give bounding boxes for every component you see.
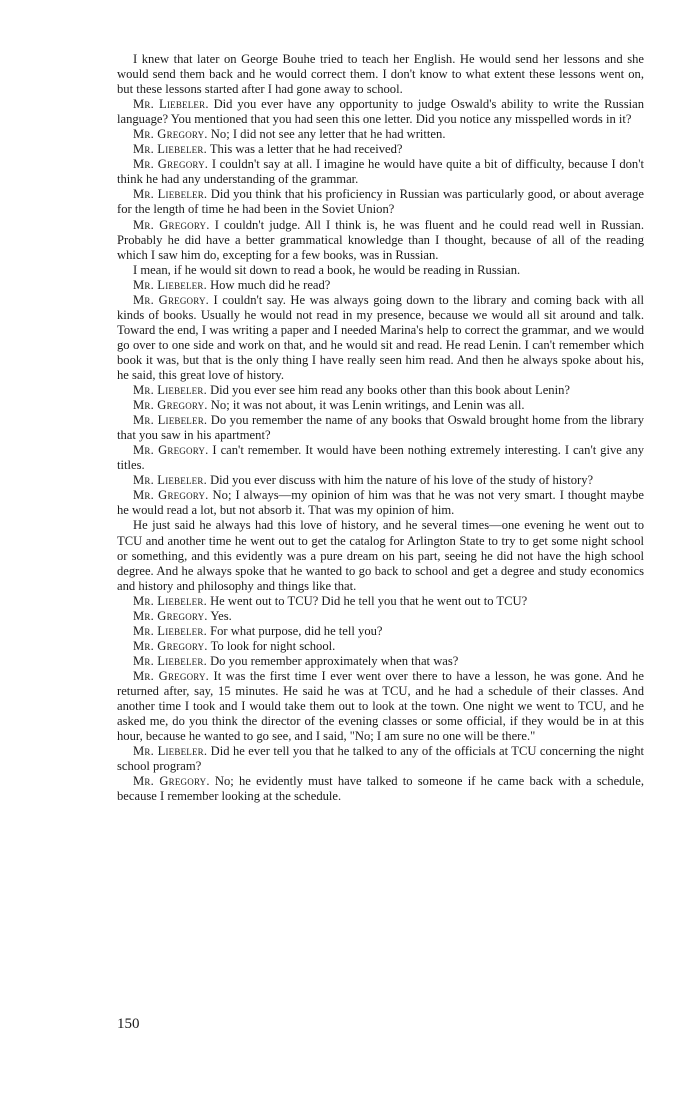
- paragraph: [117, 744, 644, 774]
- paragraph: [117, 187, 644, 217]
- speaker-name: Mr. Gregory.: [133, 443, 209, 458]
- paragraph: [117, 383, 644, 398]
- paragraph: [117, 398, 644, 413]
- paragraph: [117, 488, 644, 518]
- paragraph-text: No; I did not see any letter that he had written.: [207, 127, 446, 142]
- paragraph-text: I couldn't judge. All I think is, he was fluent and he could read well in Russian. Probably he did have a better grammatical knowledge than I thought, because of all of the reading which I saw him do, excepting for a few books, was in Russian.: [117, 217, 645, 262]
- paragraph: [117, 293, 644, 383]
- paragraph: [117, 774, 644, 804]
- speaker-name: Mr. Gregory.: [133, 217, 210, 232]
- paragraph-text: Did you ever discuss with him the nature of his love of the study of history?: [206, 473, 594, 488]
- speaker-name: Mr. Liebeler.: [133, 744, 208, 759]
- paragraph-text: I can't remember. It would have been nothing extremely interesting. I can't give any titles.: [117, 443, 644, 473]
- page-number: 150: [117, 1016, 140, 1032]
- paragraph-text: Did you ever have any opportunity to judge Oswald's ability to write the Russian language? You mentioned that you had seen this one letter. Did you notice any misspelled words in it?: [117, 97, 644, 127]
- paragraph: [117, 624, 644, 639]
- paragraph-text: I knew that later on George Bouhe tried to teach her English. He would send her lessons and she would send them back and he would correct them. I don't know to what extent these lessons went on, but these lessons started after I had gone away to school.: [117, 52, 644, 97]
- paragraph: [117, 639, 644, 654]
- speaker-name: Mr. Liebeler.: [133, 142, 207, 157]
- paragraph-text: It was the first time I ever went over there to have a lesson, he was gone. And he returned after, say, 15 minutes. He said he was at TCU, and he had a schedule of their classes. And another time I took and I would take them out to look at the town. One night we went to TCU, and he asked me, do you think the director of the evening classes or some official, if they would be in at this hour, because he wanted to go see, and I said, "No; I am sure no one will be there.": [117, 668, 644, 744]
- speaker-name: Mr. Gregory.: [133, 488, 209, 503]
- speaker-name: Mr. Gregory.: [133, 157, 209, 172]
- paragraph: [117, 443, 644, 473]
- speaker-name: Mr. Gregory.: [133, 774, 210, 789]
- paragraph-text: Did you think that his proficiency in Russian was particularly good, or about average for the length of time he had been in the Soviet Union?: [117, 187, 644, 217]
- paragraph: [117, 654, 644, 669]
- speaker-name: Mr. Gregory.: [133, 127, 208, 142]
- speaker-name: Mr. Liebeler.: [133, 383, 207, 398]
- page-body: [117, 52, 644, 804]
- speaker-name: Mr. Gregory.: [133, 668, 210, 683]
- paragraph-text: How much did he read?: [206, 277, 331, 292]
- speaker-name: Mr. Liebeler.: [133, 653, 207, 668]
- paragraph: [117, 473, 644, 488]
- paragraph: [117, 127, 644, 142]
- speaker-name: Mr. Liebeler.: [133, 593, 207, 608]
- paragraph: [117, 263, 644, 278]
- paragraph: [117, 594, 644, 609]
- paragraph: [117, 609, 644, 624]
- speaker-name: Mr. Liebeler.: [133, 187, 208, 202]
- paragraph-text: Yes.: [207, 608, 232, 623]
- speaker-name: Mr. Liebeler.: [133, 473, 207, 488]
- paragraph-text: Do you remember approximately when that was?: [206, 653, 459, 668]
- paragraph-text: To look for night school.: [207, 638, 336, 653]
- paragraph-text: Do you remember the name of any books that Oswald brought home from the library that you saw in his apartment?: [117, 413, 644, 443]
- speaker-name: Mr. Liebeler.: [133, 623, 207, 638]
- paragraph-text: No; I always—my opinion of him was that he was not very smart. I thought maybe he would read a lot, but not absorb it. That was my opinion of him.: [117, 488, 644, 518]
- paragraph-text: I mean, if he would sit down to read a book, he would be reading in Russian.: [133, 262, 521, 277]
- paragraph-text: No; it was not about, it was Lenin writings, and Lenin was all.: [207, 398, 525, 413]
- speaker-name: Mr. Gregory.: [133, 398, 208, 413]
- paragraph: [117, 518, 644, 593]
- paragraph-text: He just said he always had this love of history, and he several times—one evening he went out to TCU and another time he went out to get the catalog for Arlington State to try to get some night school or something, and this evidently was a pure dream on his part, seeing he did not have the high school degree. And he always spoke that he wanted to go back to school and get a degree and study economics and history and philosophy and things like that.: [117, 518, 644, 593]
- speaker-name: Mr. Gregory.: [133, 638, 208, 653]
- paragraph: [117, 157, 644, 187]
- paragraph-text: I couldn't say. He was always going down to the library and coming back with all kinds of books. Usually he would not read in my presence, because we would all sit around and talk. Toward the end, I was writing a paper and I needed Marina's help to correct the grammar, and we would go over to one side and work on that, and he would sit and read. He read Lenin. I can't remember which book it was, but that is the only thing I have really seen him read. And then he always spoke about his, he said, this great love of history.: [117, 292, 644, 382]
- paragraph: [117, 278, 644, 293]
- paragraph: [117, 142, 644, 157]
- paragraph-text: He went out to TCU? Did he tell you that he went out to TCU?: [206, 593, 528, 608]
- speaker-name: Mr. Liebeler.: [133, 277, 207, 292]
- paragraph-text: Did he ever tell you that he talked to any of the officials at TCU concerning the night school program?: [117, 744, 644, 774]
- speaker-name: Mr. Gregory.: [133, 608, 208, 623]
- paragraph-text: Did you ever see him read any books other than this book about Lenin?: [206, 383, 570, 398]
- paragraph: [117, 218, 644, 263]
- speaker-name: Mr. Liebeler.: [133, 97, 209, 112]
- speaker-name: Mr. Liebeler.: [133, 413, 208, 428]
- paragraph-text: No; he evidently must have talked to someone if he came back with a schedule, because I remember looking at the schedule.: [117, 774, 644, 804]
- paragraph-text: This was a letter that he had received?: [206, 142, 403, 157]
- paragraph-text: I couldn't say at all. I imagine he would have quite a bit of difficulty, because I don't think he had any understanding of the grammar.: [117, 157, 644, 187]
- paragraph-text: For what purpose, did he tell you?: [206, 623, 383, 638]
- paragraph: [117, 52, 644, 97]
- paragraph: [117, 97, 644, 127]
- speaker-name: Mr. Gregory.: [133, 292, 210, 307]
- paragraph: [117, 669, 644, 744]
- paragraph: [117, 413, 644, 443]
